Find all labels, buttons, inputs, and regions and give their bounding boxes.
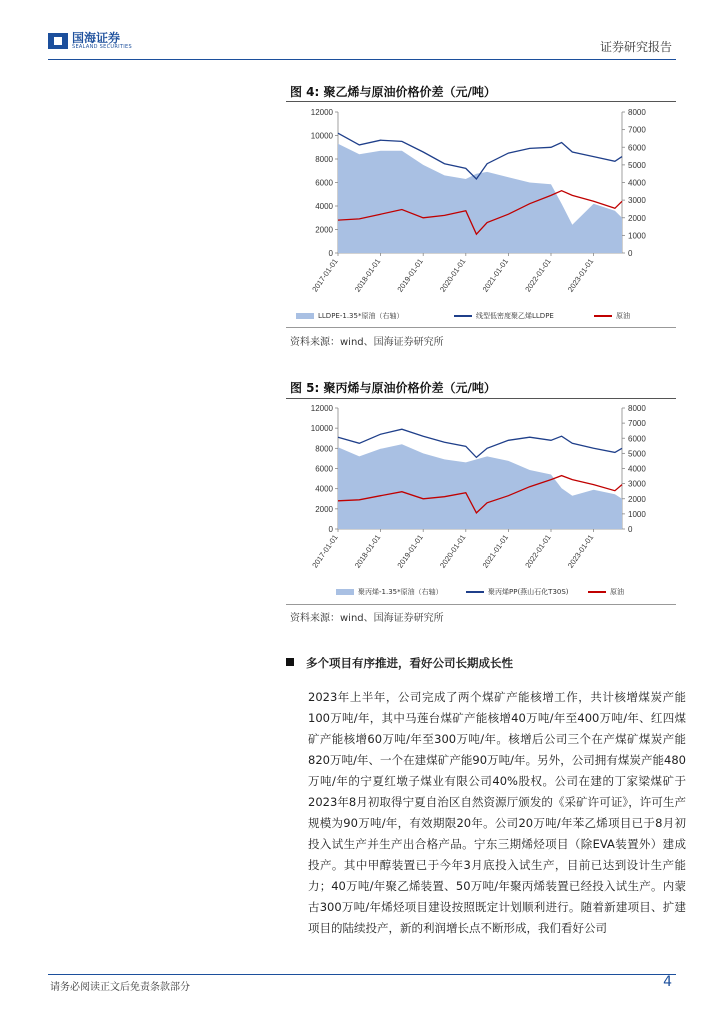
spread-area-series bbox=[338, 444, 622, 529]
legend-item bbox=[588, 587, 624, 597]
right-tick-label: 2000 bbox=[628, 213, 646, 223]
right-tick-label: 5000 bbox=[628, 160, 646, 170]
header-divider bbox=[48, 59, 676, 60]
legend-item bbox=[336, 587, 443, 597]
right-tick-label: 8000 bbox=[628, 404, 646, 413]
x-tick-label: 2017-01-01 bbox=[310, 256, 340, 294]
logo-en: SEALAND SECURITIES bbox=[72, 44, 132, 50]
page-header bbox=[48, 28, 676, 60]
left-tick-label: 4000 bbox=[315, 202, 333, 211]
left-tick-label: 4000 bbox=[315, 484, 333, 494]
figure4-bottom-rule bbox=[286, 327, 676, 328]
left-tick-label: 10000 bbox=[310, 131, 333, 141]
right-tick-label: 4000 bbox=[628, 178, 646, 188]
figure4-chart bbox=[286, 104, 676, 324]
left-tick-label: 2000 bbox=[315, 225, 333, 235]
footer-disclaimer: 请务必阅读正文后免责条款部分 bbox=[50, 982, 190, 993]
figure5-svg bbox=[286, 400, 676, 585]
right-tick-label: 4000 bbox=[628, 464, 646, 474]
figure4-source: 资料来源：wind、国海证券研究所 bbox=[290, 337, 444, 348]
report-type: 证券研究报告 bbox=[599, 40, 672, 54]
figure4-title: 图 4: 聚乙烯与原油价格价差（元/吨） bbox=[290, 85, 496, 99]
legend-label: 聚丙烯PP(燕山石化T30S) bbox=[488, 588, 569, 596]
left-tick-label: 0 bbox=[328, 525, 333, 534]
figure5-bottom-rule bbox=[286, 604, 676, 605]
legend-line-swatch bbox=[594, 315, 612, 317]
legend-line-swatch bbox=[454, 315, 472, 317]
logo-icon bbox=[48, 33, 68, 49]
figure5-legend bbox=[286, 585, 676, 599]
figure4-legend bbox=[286, 309, 676, 323]
x-tick-label: 2019-01-01 bbox=[395, 256, 425, 294]
legend-label: 线型低密度聚乙烯LLDPE bbox=[476, 312, 554, 320]
x-tick-label: 2023-01-01 bbox=[565, 256, 596, 294]
right-tick-label: 5000 bbox=[628, 449, 646, 459]
x-tick-label: 2023-01-01 bbox=[565, 532, 596, 570]
right-tick-label: 1000 bbox=[628, 509, 646, 519]
legend-label: 原油 bbox=[610, 588, 624, 596]
figure4-svg bbox=[286, 104, 676, 309]
company-logo bbox=[48, 32, 132, 50]
x-tick-label: 2020-01-01 bbox=[438, 532, 468, 570]
right-tick-label: 2000 bbox=[628, 494, 646, 504]
legend-item bbox=[454, 311, 554, 321]
right-tick-label: 0 bbox=[628, 525, 633, 534]
right-tick-label: 6000 bbox=[628, 143, 646, 153]
figure4-top-rule bbox=[286, 101, 676, 102]
left-tick-label: 8000 bbox=[315, 155, 333, 164]
right-tick-label: 0 bbox=[628, 249, 633, 258]
left-tick-label: 10000 bbox=[310, 424, 333, 434]
logo-cn: 国海证券 bbox=[72, 31, 121, 45]
x-tick-label: 2017-01-01 bbox=[310, 532, 340, 570]
legend-label: 聚丙烯-1.35*原油（右轴） bbox=[358, 588, 443, 596]
page-number: 4 bbox=[663, 974, 672, 990]
figure5-source: 资料来源：wind、国海证券研究所 bbox=[290, 613, 444, 624]
section-bullet-icon bbox=[286, 658, 294, 666]
legend-item bbox=[296, 311, 403, 321]
legend-line-swatch bbox=[588, 591, 606, 593]
x-tick-label: 2018-01-01 bbox=[352, 256, 383, 294]
section-title: 多个项目有序推进，看好公司长期成长性 bbox=[306, 656, 513, 670]
body-paragraph: 2023年上半年，公司完成了两个煤矿产能核增工作，共计核增煤炭产能100万吨/年，其中马莲台煤矿产能核增40万吨/年至400万吨/年、红四煤矿产能核增60万吨/年至300万吨/年。核增后公司三个在产煤矿煤炭产能820万吨/年、一个在建煤矿产能90万吨/年。另外，公司拥有煤炭产能480万吨/年的宁夏红墩子煤业有限公司40%股权。公司在建的丁家梁煤矿于2023年8月初取得宁夏自治区自然资源厅颁发的《采矿许可证》，许可生产规模为90万吨/年，有效期限20年。公司20万吨/年苯乙烯项目已于8月初投入试生产并生产出合格产品。宁东三期烯烃项目（除EVA装置外）建成投产。其中甲醇装置已于今年3月底投入试生产，目前已达到设计生产能力；40万吨/年聚乙烯装置、50万吨/年聚丙烯装置已经投入试生产。内蒙古300万吨/年烯烃项目建设按照既定计划顺利进行。随着新建项目、扩建项目的陆续投产，新的利润增长点不断形成，我们看好公司 bbox=[308, 690, 686, 935]
legend-line-swatch bbox=[466, 591, 484, 593]
x-tick-label: 2022-01-01 bbox=[523, 532, 553, 570]
x-tick-label: 2020-01-01 bbox=[438, 256, 468, 294]
legend-area-swatch bbox=[296, 313, 314, 319]
footer-divider bbox=[48, 974, 676, 975]
legend-label: LLDPE-1.35*原油（右轴） bbox=[318, 312, 404, 320]
spread-area-series bbox=[338, 144, 622, 253]
figure5-chart bbox=[286, 400, 676, 602]
left-tick-label: 6000 bbox=[315, 178, 333, 188]
right-tick-label: 1000 bbox=[628, 231, 646, 241]
figure5-title: 图 5: 聚丙烯与原油价格价差（元/吨） bbox=[290, 381, 496, 395]
legend-area-swatch bbox=[336, 589, 354, 595]
right-tick-label: 7000 bbox=[628, 125, 646, 135]
left-tick-label: 12000 bbox=[310, 404, 333, 413]
left-tick-label: 2000 bbox=[315, 504, 333, 514]
legend-label: 原油 bbox=[616, 312, 630, 320]
x-tick-label: 2018-01-01 bbox=[352, 532, 383, 570]
right-tick-label: 6000 bbox=[628, 434, 646, 444]
legend-item bbox=[594, 311, 630, 321]
right-tick-label: 8000 bbox=[628, 108, 646, 117]
x-tick-label: 2022-01-01 bbox=[523, 256, 553, 294]
x-tick-label: 2021-01-01 bbox=[480, 256, 511, 294]
right-tick-label: 3000 bbox=[628, 479, 646, 489]
left-tick-label: 0 bbox=[328, 249, 333, 258]
figure5-top-rule bbox=[286, 398, 676, 399]
left-tick-label: 8000 bbox=[315, 444, 333, 454]
x-tick-label: 2019-01-01 bbox=[395, 532, 425, 570]
x-tick-label: 2021-01-01 bbox=[480, 532, 511, 570]
left-tick-label: 6000 bbox=[315, 464, 333, 474]
right-tick-label: 3000 bbox=[628, 196, 646, 206]
left-tick-label: 12000 bbox=[310, 108, 333, 117]
right-tick-label: 7000 bbox=[628, 419, 646, 429]
legend-item bbox=[466, 587, 569, 597]
